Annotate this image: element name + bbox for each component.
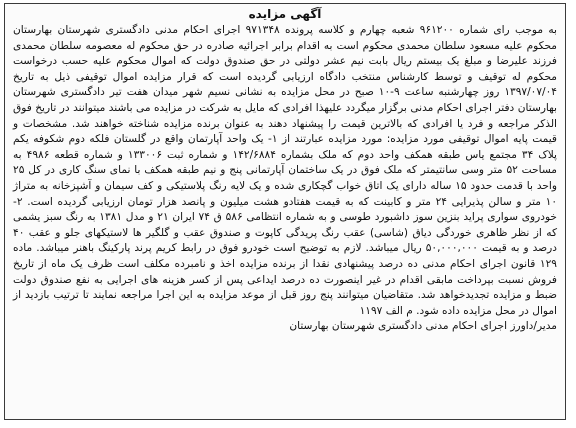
notice-body: به موجب رای شماره ۹۶۱۲۰۰ شعبه چهارم و کلاسه پرونده ۹۷۱۳۴۸ اجرای احکام مدنی دادگستری شهرستان بهارستان محکوم علیه مسعود سلطان محمدی محکوم است به اقدام برابر اجرائیه صادره در حق محکوم له معصومه سلطان محمدی فرزند علیرضا و مبلغ یک بیستم ریال بابت نیم عشر دولتی در حق صندوق دولت که اموال محکوم علیه حسب درخواست محکوم له توقیف و توسط کارشناس منتخب دادگاه ارزیابی گردیده است که قرار مزایده اموال توقیفی ذیل به تاریخ ۱۳۹۷/۰۷/۰۴ روز چهارشنبه ساعت ۹-۱۰ صبح در محل مزایده به نشانی نسیم شهر میدان هفت تیر دادگستری شهرستان بهارستان دفتر اجرای احکام مدنی برگزار میگردد علیهذا افرادی که مایل به شرکت در مزایده می باشند میتوانند در تاریخ فوق الذکر مراجعه و فرد یا افرادی که بالاترین قیمت را پیشنهاد دهند به عنوان برنده مزایده شناخته خواهند شد. مشخصات و قیمت پایه اموال توقیفی مورد مزایده: مورد مزایده عبارتند از ۱- یک واحد آپارتمان واقع در گلستان فلکه دوم شکوفه یکم پلاک ۳۴ مجتمع یاس طبقه همکف واحد دوم که ملک بشماره ۱۴۲/۶۸۸۴ و شماره ثبت ۱۳۳۰۰۶ و شماره قطعه ۴۹۸۶ به مساحت ۵۲ متر وسی سانتیمتر که ملک فوق در یک ساختمان آپارتمانی پنج و نیم طبقه همکف با نمای سنگ کاری در کل ۲۵ واحد با قدمت حدود ۱۵ ساله دارای یک اتاق خواب گچکاری شده و یک لایه رنگ پلاستیکی و کف سیمان و آشپزخانه به متراژ ۱۰ متر و سالن پذیرایی ۲۴ متر و کابینت که به قیمت هفتادو هشت میلیون و پانصد هزار تومان ارزیابی گردیده است. ۲- خودروی سواری پراید بنزین سوز داشبورد طوسی و به شماره انتظامی ۵۸۶ ق ۷۴ ایران ۲۱ و مدل ۱۳۸۱ به رنگ سبز یشمی که از نظر ظاهری خوردگی دیاق (شاسی) عقب رنگ پریدگی کاپوت و صندوق عقب و گلگیر ها لاستیکهای جلو و عقب ۴۰ درصد و به قیمت ۵۰,۰۰۰,۰۰۰ ریال میباشد. لازم به توضیح است خودرو فوق در رابط کریم پرند پارکینگ باهنر میباشد. ماده ۱۲۹ قانون اجرای احکام مدنی ده درصد پیشنهادی نقدا از برنده مزایده اخذ و نامبرده مکلف است ظرف یک ماه از تاریخ فروش نسبت بپرداخت مابقی اقدام در غیر اینصورت ده درصد ایداعی پس از کسر هزینه های اجرایی به نفع صندوق دولت ضبط و مزایده تجدیدخواهد شد. متقاضیان میتوانند پنج روز قبل از موعد مزایده به این اجرا مراجعه نمایند تا ترتیب بازدید از اموال در محل مزایده داده شود. م الف ۱۱۹۷ [13,24,558,317]
notice-signature: مدیر/داورز اجرای احکام مدنی دادگستری شهرستان بهارستان [289,320,557,333]
auction-notice [4,3,566,420]
notice-title: آگهی مزایده [248,7,322,21]
